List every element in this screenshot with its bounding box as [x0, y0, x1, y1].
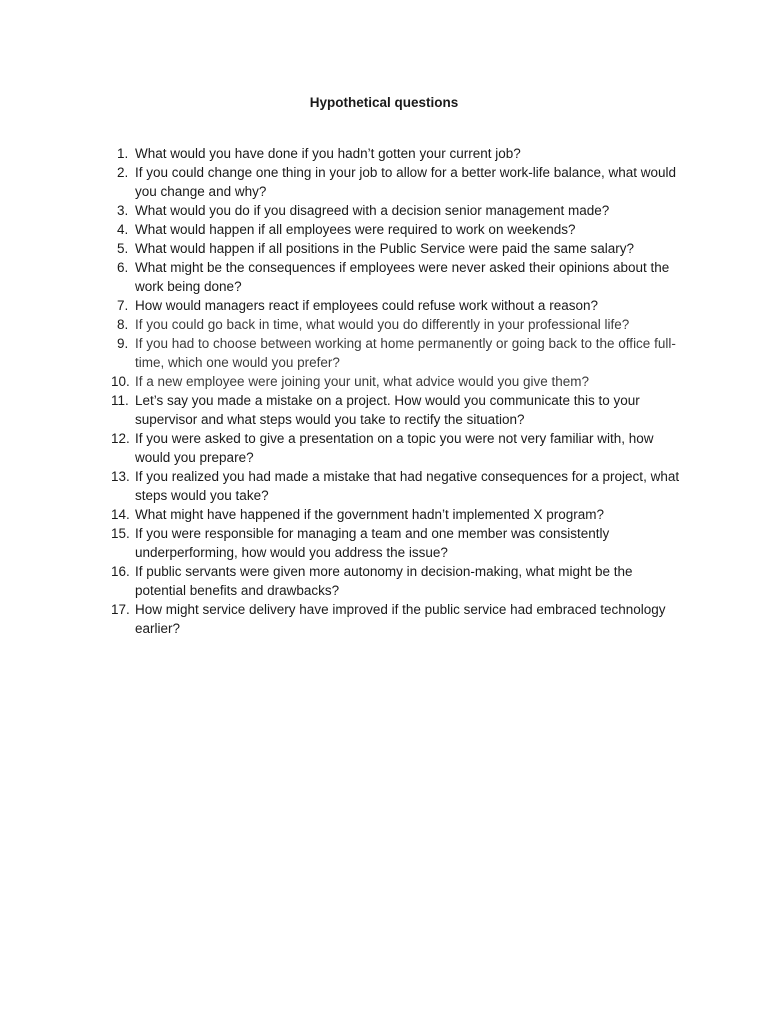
item-number: 12. — [111, 431, 130, 446]
item-text: If a new employee were joining your unit, what advice would you give them? — [135, 374, 590, 389]
list-item — [105, 372, 685, 391]
item-text: If public servants were given more autonomy in decision-making, what might be the potential benefits and drawbacks? — [135, 564, 633, 598]
item-number: 9. — [117, 336, 129, 351]
list-item — [105, 258, 685, 296]
list-item — [105, 220, 685, 239]
item-number: 10. — [111, 374, 130, 389]
item-text: If you realized you had made a mistake that had negative consequences for a project, what steps would you take? — [135, 469, 680, 503]
item-text: If you could change one thing in your job to allow for a better work-life balance, what would you change and why? — [135, 165, 677, 199]
item-text: If you were asked to give a presentation on a topic you were not very familiar with, how would you prepare? — [135, 431, 654, 465]
item-text: What would you have done if you hadn’t gotten your current job? — [135, 146, 521, 161]
list-item — [105, 467, 685, 505]
item-number: 6. — [117, 260, 129, 275]
question-list — [105, 144, 685, 638]
item-text: What might have happened if the government hadn’t implemented X program? — [135, 507, 605, 522]
list-item — [105, 296, 685, 315]
item-number: 2. — [117, 165, 129, 180]
item-number: 5. — [117, 241, 129, 256]
list-item — [105, 315, 685, 334]
item-number: 3. — [117, 203, 129, 218]
list-item — [105, 144, 685, 163]
item-number: 13. — [111, 469, 130, 484]
list-item — [105, 201, 685, 220]
item-number: 7. — [117, 298, 129, 313]
item-text: What would happen if all employees were required to work on weekends? — [135, 222, 576, 237]
item-text: How might service delivery have improved if the public service had embraced technology earlier? — [135, 602, 666, 636]
list-item — [105, 163, 685, 201]
item-text: If you could go back in time, what would you do differently in your professional life? — [135, 317, 630, 332]
item-number: 1. — [117, 146, 129, 161]
item-number: 11. — [111, 393, 129, 408]
list-item — [105, 600, 685, 638]
item-number: 4. — [117, 222, 129, 237]
item-number: 16. — [111, 564, 130, 579]
list-item — [105, 239, 685, 258]
item-text: Let’s say you made a mistake on a project. How would you communicate this to your supervisor and what steps would you take to rectify the situation? — [135, 393, 640, 427]
list-item — [105, 562, 685, 600]
item-text: What would happen if all positions in the Public Service were paid the same salary? — [135, 241, 635, 256]
item-text: If you were responsible for managing a team and one member was consistently underperforming, how would you address the issue? — [135, 526, 610, 560]
list-item — [105, 524, 685, 562]
list-item — [105, 391, 685, 429]
document-title: Hypothetical questions — [309, 95, 459, 110]
item-text: If you had to choose between working at home permanently or going back to the office full-time, which one would you prefer? — [135, 336, 676, 370]
item-text: How would managers react if employees could refuse work without a reason? — [135, 298, 598, 313]
list-item — [105, 429, 685, 467]
list-item — [105, 334, 685, 372]
item-number: 14. — [111, 507, 130, 522]
item-text: What would you do if you disagreed with a decision senior management made? — [135, 203, 610, 218]
item-number: 15. — [111, 526, 130, 541]
item-number: 17. — [111, 602, 130, 617]
item-text: What might be the consequences if employees were never asked their opinions about the work being done? — [135, 260, 670, 294]
item-number: 8. — [117, 317, 129, 332]
list-item — [105, 505, 685, 524]
